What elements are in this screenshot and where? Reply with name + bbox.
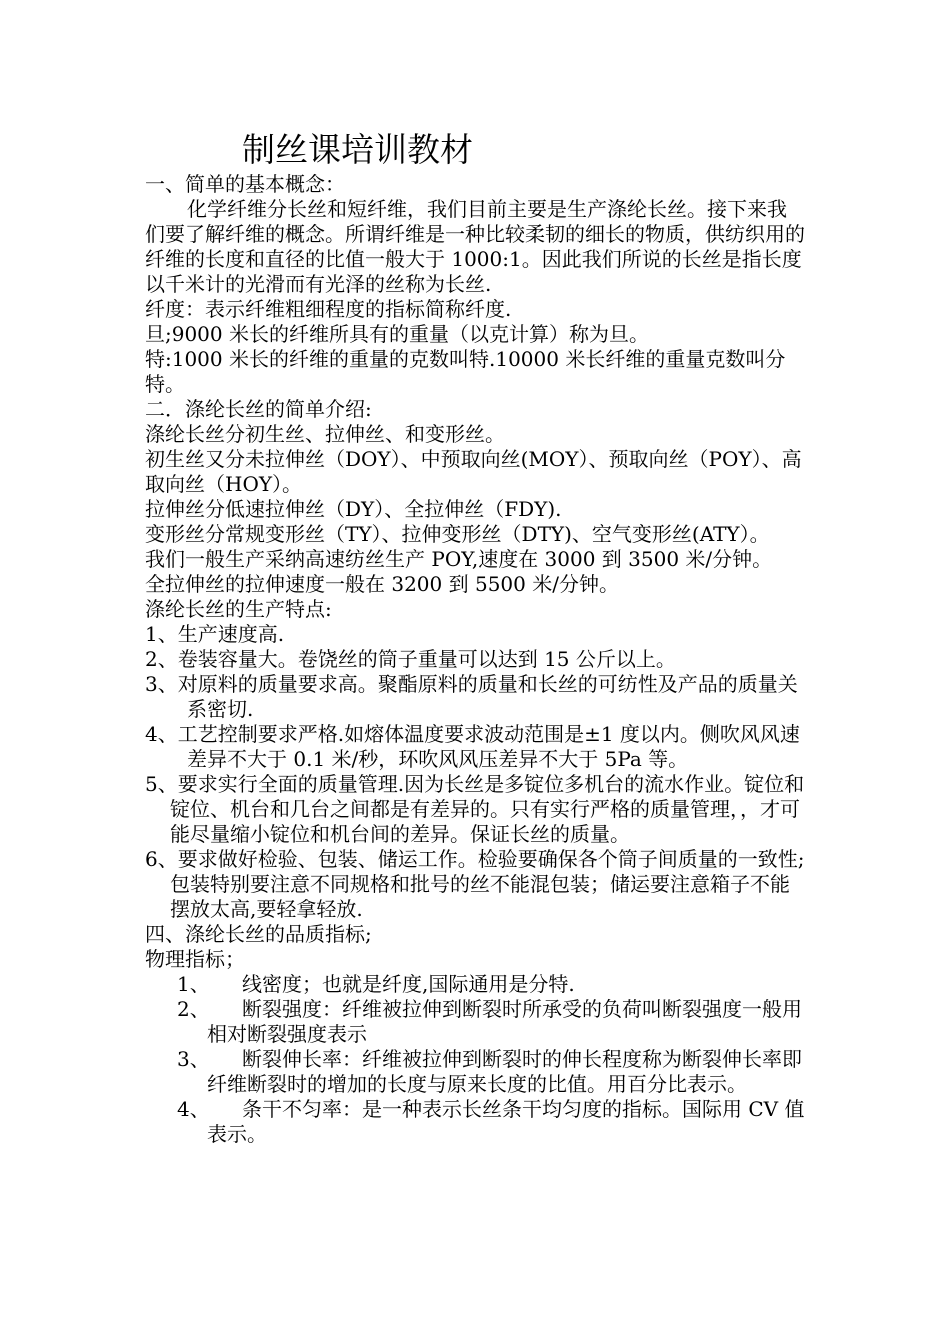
section-heading: 二．涤纶长丝的简单介绍: (145, 397, 372, 421)
list-number: 4、 (177, 1097, 210, 1121)
section-heading: 一、简单的基本概念： (145, 172, 345, 196)
list-item: 1、生产速度高. (145, 622, 285, 646)
paragraph: 涤纶长丝分初生丝、拉伸丝、和变形丝。 (145, 422, 505, 446)
list-number: 2、 (177, 997, 210, 1021)
list-item: 2、卷装容量大。卷饶丝的筒子重量可以达到 15 公斤以上。 (145, 647, 676, 671)
list-item (145, 1047, 805, 1097)
list-text: 线密度；也就是纤度,国际通用是分特. (242, 972, 575, 996)
list-text: 断裂伸长率：纤维被拉伸到断裂时的伸长程度称为断裂伸长率即纤维断裂时的增加的长度与原来长度的比值。用百分比表示。 (207, 1047, 802, 1096)
paragraph: 变形丝分常规变形丝（TY）、拉伸变形丝（DTY)、空气变形丝(ATY）。 (145, 522, 770, 546)
list-item: 5、要求实行全面的质量管理.因为长丝是多锭位多机台的流水作业。锭位和锭位、机台和几台之间都是有差异的。只有实行严格的质量管理，，才可能尽量缩小锭位和机台间的差异。保证长丝的质量。 (145, 772, 805, 846)
list-item (145, 997, 805, 1047)
paragraph: 旦;9000 米长的纤维所具有的重量（以克计算）称为旦。 (145, 322, 649, 346)
paragraph: 化学纤维分长丝和短纤维，我们目前主要是生产涤纶长丝。接下来我们要了解纤维的概念。所谓纤维是一种比较柔韧的细长的物质，供纺织用的纤维的长度和直径的比值一般大于 1000:1。因此我们所说的长丝是指长度以千米计的光滑而有光泽的丝称为长丝. (145, 197, 805, 296)
paragraph: 拉伸丝分低速拉伸丝（DY）、全拉伸丝（FDY). (145, 497, 562, 521)
paragraph: 全拉伸丝的拉伸速度一般在 3200 到 5500 米/分钟。 (145, 572, 619, 596)
list-item (145, 1097, 805, 1147)
list-item: 3、对原料的质量要求高。聚酯原料的质量和长丝的可纺性及产品的质量关系密切. (145, 672, 798, 721)
list-item (145, 972, 805, 997)
subsection-heading: 物理指标； (145, 947, 245, 971)
section-heading: 四、涤纶长丝的品质指标; (145, 922, 372, 946)
document-title: 制丝课培训教材 (242, 130, 473, 169)
paragraph: 纤度：表示纤维粗细程度的指标简称纤度. (145, 297, 512, 321)
list-text: 条干不匀率：是一种表示长丝条干均匀度的指标。国际用 CV 值表示。 (207, 1097, 805, 1146)
list-number: 1、 (177, 972, 210, 996)
subsection-heading: 涤纶长丝的生产特点: (145, 597, 332, 621)
paragraph: 特:1000 米长的纤维的重量的克数叫特.10000 米长纤维的重量克数叫分特。 (145, 347, 786, 396)
list-number: 3、 (177, 1047, 210, 1071)
list-item: 6、要求做好检验、包装、储运工作。检验要确保各个筒子间质量的一致性;包装特别要注意不同规格和批号的丝不能混包装；储运要注意箱子不能摆放太高,要轻拿轻放. (145, 847, 805, 921)
document-body (145, 172, 805, 1147)
paragraph: 初生丝又分未拉伸丝（DOY）、中预取向丝(MOY）、预取向丝（POY）、高取向丝（HOY）。 (145, 447, 802, 496)
paragraph: 我们一般生产采纳高速纺丝生产 POY,速度在 3000 到 3500 米/分钟。 (145, 547, 773, 571)
list-text: 断裂强度：纤维被拉伸到断裂时所承受的负荷叫断裂强度一般用相对断裂强度表示 (207, 997, 802, 1046)
list-item: 4、工艺控制要求严格.如熔体温度要求波动范围是±1 度以内。侧吹风风速差异不大于 0.1 米/秒，环吹风风压差异不大于 5Pa 等。 (145, 722, 800, 771)
